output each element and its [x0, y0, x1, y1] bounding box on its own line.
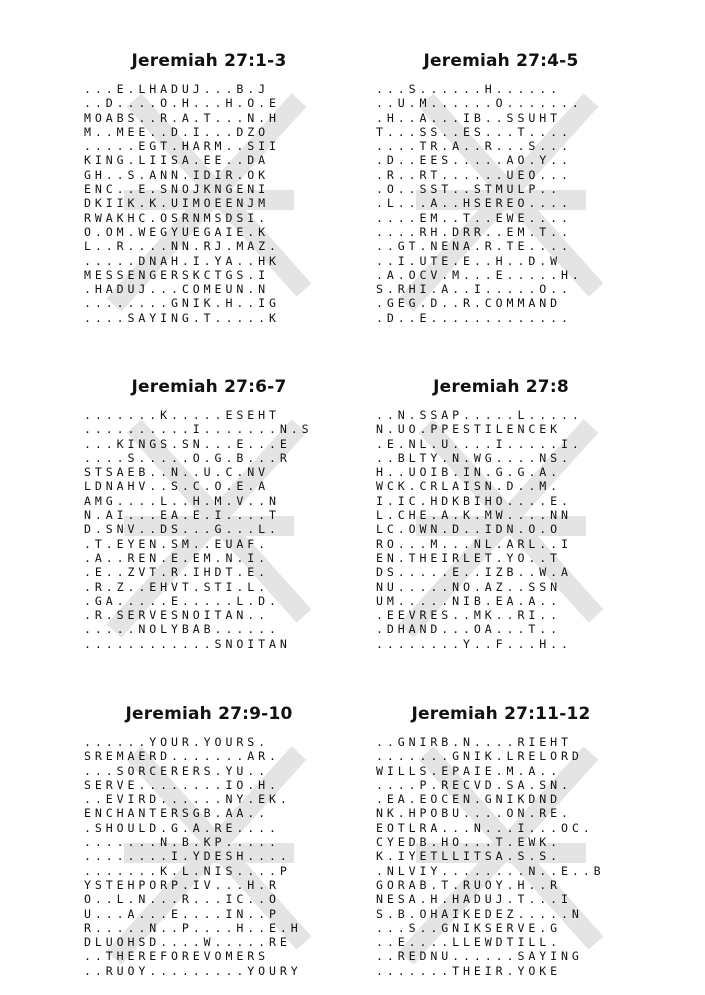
grid-row: .......K.....ESEHT [84, 408, 280, 422]
grid-row: RWAKHC.OSRNMSDSI. [84, 210, 269, 225]
grid-row: .O..SST..STMULP.. [376, 182, 561, 197]
puzzle-panel-3 [84, 376, 334, 651]
grid-row: .L...A..HSEREO.... [376, 196, 572, 211]
grid-row: LDNAHV..S.C.O.E.A [84, 479, 269, 494]
grid-row: .......K.L.NIS....P [84, 863, 291, 878]
grid-row: O..L.N...R...IC..O [84, 892, 280, 907]
puzzle-panel-4 [376, 376, 626, 651]
grid-row: KING.LIISA.EE..DA [84, 153, 269, 168]
grid-row: .R.SERVESNOITAN.. [84, 608, 269, 623]
puzzle-panel-6 [376, 703, 626, 978]
grid-row: ........Y..F...H.. [376, 636, 572, 651]
letter-grid [84, 408, 334, 651]
letter-grid [376, 82, 626, 325]
grid-row: SREMAERD.......AR. [84, 749, 280, 764]
grid-row: ......YOUR.YOURS. [84, 735, 269, 749]
grid-row: DS.....E..IZB..W.A [376, 565, 572, 580]
grid-row: NESA.H.HADUJ.T...I [376, 892, 572, 907]
grid-row: .E..ZVT.R.IHDT.E. [84, 565, 269, 580]
grid-row: .T.EYEN.SM..EUAF. [84, 536, 269, 551]
grid-row: DLUOHSD....W.....RE [84, 935, 291, 950]
grid-row: .....EGT.HARM..SII [84, 139, 280, 154]
grid-row: ...S..GNIKSERVE.G [376, 920, 561, 935]
grid-row: .SHOULD.G.A.RE.... [84, 820, 280, 835]
grid-row: ..REDNU......SAYING [376, 949, 583, 964]
grid-row: MESSENGERSKCTGS.I [84, 267, 269, 282]
puzzle-panel-2 [376, 50, 626, 325]
grid-row: ..RUOY.........YOURY [84, 963, 302, 978]
grid-row: GORAB.T.RUOY.H..R [376, 877, 561, 892]
grid-row: .R..RT......UEO... [376, 167, 572, 182]
grid-row: ...S......H...... [376, 82, 561, 96]
grid-row: STSAEB..N..U.C.NV [84, 465, 269, 480]
letter-grid [376, 735, 626, 978]
grid-row: S.B.OHAIKEDEZ.....N [376, 906, 583, 921]
grid-row: DKIIK.K.UIMOEENJM [84, 196, 269, 211]
grid-row: .D..EES.....AO.Y.. [376, 153, 572, 168]
grid-row: N.AI...EA.E.I....T [84, 508, 280, 523]
grid-row: ...SORCERERS.YU.. [84, 763, 269, 778]
grid-row: MOABS..R.A.T...N.H [84, 110, 280, 125]
grid-row: S.RHI.A..I.....O.. [376, 282, 572, 297]
grid-row: D.SNV..DS...G...L. [84, 522, 280, 537]
grid-row: LC.OWN.D..IDN.O.O [376, 522, 561, 537]
grid-row: ........I.YDESH.... [84, 849, 291, 864]
grid-row: T...SS..ES...T.... [376, 124, 572, 139]
grid-row: ..BLTY.N.WG....NS. [376, 450, 572, 465]
grid-row: .E.NL.U....I.....I. [376, 436, 583, 451]
grid-row: .HADUJ...COMEUN.N [84, 282, 269, 297]
grid-row: EOTLRA...N...I...OC. [376, 820, 594, 835]
grid-row: ..U.M......O....... [376, 96, 583, 111]
grid-row: YSTEHPORP.IV...H.R [84, 877, 280, 892]
grid-row: ........GNIK.H..IG [84, 296, 280, 311]
grid-row: WCK.CRLAISN.D..M. [376, 479, 561, 494]
grid-row: RO...M...NL.ARL..I [376, 536, 572, 551]
grid-row: ..I.UTE.E..H..D.W [376, 253, 561, 268]
grid-row: WILLS.EPAIE.M.A.. [376, 763, 561, 778]
grid-row: .H..A...IB..SSUHT [376, 110, 561, 125]
grid-row: R.....N..P....H..E.H [84, 920, 302, 935]
grid-row: M..MEE..D.I...DZO [84, 124, 269, 139]
puzzle-title: Jeremiah 27:4-5 [423, 51, 579, 71]
grid-row: ..D....O.H...H.O.E [84, 96, 280, 111]
grid-row: ...KINGS.SN...E...E [84, 436, 291, 451]
grid-row: ....P.RECVD.SA.SN. [376, 777, 572, 792]
grid-row: .EA.EOCEN.GNIKDND [376, 792, 561, 807]
grid-row: .DHAND...OA...T.. [376, 622, 561, 637]
grid-row: .......THEIR.YOKE [376, 963, 561, 978]
grid-row: UM.....NIB.EA.A.. [376, 593, 561, 608]
letter-grid [376, 408, 626, 651]
grid-row: .....NOLYBAB...... [84, 622, 280, 637]
grid-row: ............SNOITAN [84, 636, 291, 651]
grid-row: .....DNAH.I.YA..HK [84, 253, 280, 268]
grid-row: ..GT.NENA.R.TE.... [376, 239, 572, 254]
grid-row: O.OM.WEGYUEGAIE.K [84, 224, 269, 239]
grid-row: CYEDB.HO...T.EWK. [376, 835, 561, 850]
grid-row: ....RH.DRR..EM.T.. [376, 224, 572, 239]
grid-row: U...A...E....IN..P [84, 906, 280, 921]
grid-row: N.UO.PPESTILENCEK [376, 422, 561, 437]
grid-row: .GEG.D..R.COMMAND [376, 296, 561, 311]
grid-row: EN.THEIRLET.YO..T [376, 550, 561, 565]
grid-row: NK.HPOBU....ON.RE. [376, 806, 572, 821]
grid-row: ....S.....O.G.B...R [84, 450, 291, 465]
grid-row: .EEVRES..MK..RI.. [376, 608, 561, 623]
grid-row: .R.Z..EHVT.STI.L. [84, 579, 269, 594]
grid-row: .A..REN.E.EM.N.I. [84, 550, 269, 565]
puzzle-panel-1 [84, 50, 334, 325]
puzzle-title: Jeremiah 27:1-3 [131, 51, 287, 71]
grid-row: .A.OCV.M...E.....H. [376, 267, 583, 282]
puzzle-title: Jeremiah 27:8 [433, 377, 569, 397]
grid-row: GH..S.ANN.IDIR.OK [84, 167, 269, 182]
grid-row: .GA.....E.....L.D. [84, 593, 280, 608]
grid-row: ....TR.A..R...S... [376, 139, 572, 154]
grid-row: ..N.SSAP.....L..... [376, 408, 583, 422]
grid-row: ENC..E.SNOJKNGENI [84, 182, 269, 197]
grid-row: ...E.LHADUJ...B.J [84, 82, 269, 96]
grid-row: NU.....NO.AZ..SSN [376, 579, 561, 594]
grid-row: SERVE........IO.H. [84, 777, 280, 792]
puzzle-panel-5 [84, 703, 334, 978]
grid-row: ..GNIRB.N....RIEHT [376, 735, 572, 749]
grid-row: AMG....L..H.M.V..N [84, 493, 280, 508]
grid-row: L.CHE.A.K.MW....NN [376, 508, 572, 523]
grid-row: ..THEREFOREVOMERS [84, 949, 269, 964]
grid-row: .D..E............. [376, 310, 572, 325]
letter-grid [84, 82, 334, 325]
grid-row: ....EM..T..EWE.... [376, 210, 572, 225]
letter-grid [84, 735, 334, 978]
grid-row: H..UOIB.IN.G.G.A. [376, 465, 561, 480]
grid-row: I.IC.HDKBIHO....E. [376, 493, 572, 508]
grid-row: ..........I.......N.S [84, 422, 313, 437]
puzzle-title: Jeremiah 27:6-7 [131, 377, 287, 397]
grid-row: ..E....LLEWDTILL. [376, 935, 561, 950]
grid-row: .......N.B.KP..... [84, 835, 280, 850]
grid-row: .......GNIK.LRELORD [376, 749, 583, 764]
grid-row: L..R....NN.RJ.MAZ. [84, 239, 280, 254]
grid-row: ..EVIRD......NY.EK. [84, 792, 291, 807]
grid-row: ....SAYING.T.....K [84, 310, 280, 325]
grid-row: .NLVIY........N..E..B [376, 863, 605, 878]
puzzle-title: Jeremiah 27:11-12 [411, 704, 591, 724]
puzzle-title: Jeremiah 27:9-10 [125, 704, 293, 724]
grid-row: ENCHANTERSGB.AA.. [84, 806, 269, 821]
grid-row: K.IYETLLITSA.S.S. [376, 849, 561, 864]
